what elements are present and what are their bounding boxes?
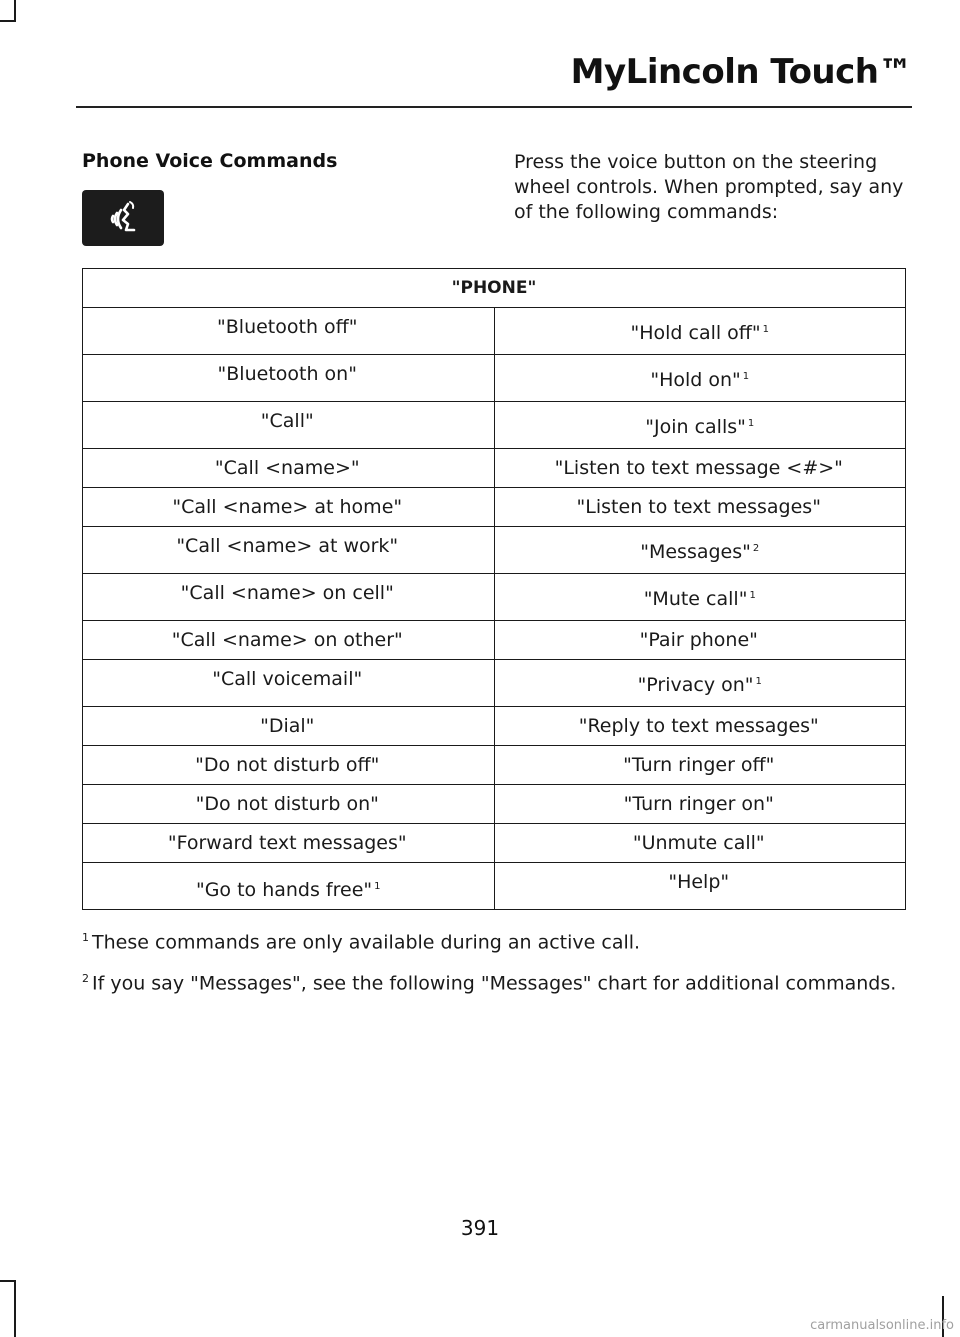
- section-intro: Press the voice button on the steering wheel controls. When prompted, say any of the following commands:: [514, 151, 904, 223]
- command-text: "Turn ringer on": [623, 793, 774, 815]
- table-cell-right: [494, 488, 906, 527]
- table-cell-right: [494, 308, 906, 355]
- table-cell-left: [83, 355, 495, 402]
- table-row: [83, 308, 906, 355]
- page-header-title: MyLincoln Touch™: [570, 52, 912, 92]
- table-row: [83, 355, 906, 402]
- footnote-text: These commands are only available during an active call.: [92, 931, 641, 954]
- table-row: [83, 402, 906, 449]
- voice-command-icon: [82, 190, 164, 246]
- command-text: "Privacy on": [637, 674, 754, 696]
- crop-mark-top-left-horizontal: [0, 20, 16, 22]
- footnote-text: If you say "Messages", see the following "Messages" chart for additional commands.: [92, 972, 897, 995]
- footnote-ref: 1: [742, 370, 750, 382]
- command-text: "Hold on": [650, 369, 741, 391]
- header-rule: [76, 106, 912, 108]
- command-text: "Call voicemail": [212, 668, 363, 690]
- table-row: [83, 863, 906, 910]
- table-row: [83, 527, 906, 574]
- table-cell-right: [494, 824, 906, 863]
- table-cell-left: [83, 527, 495, 574]
- command-text: "Mute call": [643, 588, 748, 610]
- table-cell-left: [83, 660, 495, 707]
- command-text: "Call <name> at work": [176, 535, 399, 557]
- command-text: "Call <name>": [214, 457, 360, 479]
- table-cell-left: [83, 746, 495, 785]
- command-text: "Turn ringer off": [623, 754, 775, 776]
- table-cell-left: [83, 707, 495, 746]
- section-title: Phone Voice Commands: [82, 150, 338, 172]
- phone-commands-table: [82, 268, 906, 910]
- table-header-phone: "PHONE": [83, 269, 906, 308]
- command-text: "Bluetooth on": [217, 363, 357, 385]
- crop-mark-top-left-vertical: [14, 0, 16, 22]
- footnote-ref: 1: [374, 880, 381, 892]
- table-row: [83, 660, 906, 707]
- command-text: "Forward text messages": [167, 832, 407, 854]
- footnote-ref: 1: [755, 675, 762, 687]
- voice-command-icon-glyph: [82, 190, 164, 246]
- footnote-mark: 2: [82, 972, 89, 986]
- crop-mark-bottom-left-horizontal: [0, 1280, 16, 1282]
- footnotes: [82, 924, 912, 1007]
- table-cell-right: [494, 863, 906, 910]
- command-text: "Call": [260, 410, 314, 432]
- watermark[interactable]: carmanualsonline.info: [810, 1318, 954, 1333]
- table-cell-right: [494, 660, 906, 707]
- table-cell-left: [83, 863, 495, 910]
- command-text: "Call <name> on cell": [180, 582, 394, 604]
- table-cell-left: [83, 308, 495, 355]
- table-cell-right: [494, 746, 906, 785]
- footnote-2: [82, 965, 912, 997]
- table-row: [83, 746, 906, 785]
- crop-mark-bottom-left-vertical: [14, 1280, 16, 1337]
- command-text: "Listen to text message <#>": [554, 457, 843, 479]
- command-text: "Messages": [640, 541, 751, 563]
- command-text: "Join calls": [645, 416, 746, 438]
- footnote-ref: 1: [749, 589, 756, 601]
- footnote-ref: 1: [762, 323, 770, 335]
- table-cell-right: [494, 621, 906, 660]
- footnote-ref: 1: [747, 417, 755, 429]
- command-text: "Pair phone": [639, 629, 758, 651]
- command-text: "Do not disturb on": [195, 793, 379, 815]
- footnote-ref: 2: [752, 542, 760, 554]
- command-text: "Unmute call": [632, 832, 765, 854]
- table-cell-left: [83, 621, 495, 660]
- table-cell-right: [494, 355, 906, 402]
- table-row: [83, 621, 906, 660]
- table-row: [83, 488, 906, 527]
- table-cell-right: [494, 785, 906, 824]
- command-text: "Call <name> on other": [171, 629, 403, 651]
- table-row: [83, 449, 906, 488]
- table-cell-left: [83, 574, 495, 621]
- command-text: "Bluetooth off": [217, 316, 358, 338]
- page-number: 391: [460, 1216, 500, 1240]
- command-text: "Help": [668, 871, 730, 893]
- table-cell-right: [494, 574, 906, 621]
- footnote-mark: 1: [82, 931, 89, 944]
- command-text: "Hold call off": [630, 322, 761, 344]
- table-row: [83, 824, 906, 863]
- table-cell-right: [494, 402, 906, 449]
- command-text: "Call <name> at home": [172, 496, 403, 518]
- table-cell-left: [83, 488, 495, 527]
- command-text: "Reply to text messages": [578, 715, 819, 737]
- table-cell-right: [494, 707, 906, 746]
- table-row: [83, 707, 906, 746]
- command-text: "Listen to text messages": [576, 496, 821, 518]
- command-text: "Go to hands free": [195, 879, 373, 901]
- command-text: "Dial": [260, 715, 315, 737]
- table-cell-right: [494, 449, 906, 488]
- table-cell-left: [83, 449, 495, 488]
- command-text: "Do not disturb off": [195, 754, 380, 776]
- table-cell-left: [83, 402, 495, 449]
- table-cell-right: [494, 527, 906, 574]
- table-row: [83, 574, 906, 621]
- table-cell-left: [83, 785, 495, 824]
- table-row: [83, 785, 906, 824]
- footnote-1: [82, 924, 912, 956]
- table-cell-left: [83, 824, 495, 863]
